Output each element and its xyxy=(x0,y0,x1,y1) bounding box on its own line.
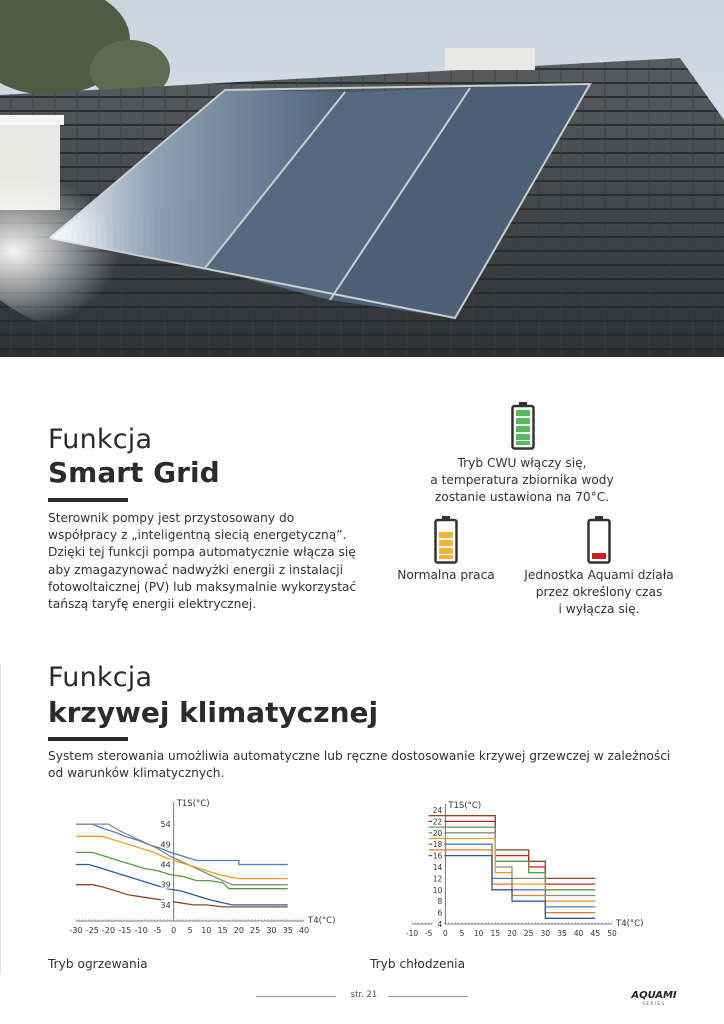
x-tick-label: -30 xyxy=(69,926,83,935)
x-tick-label: 10 xyxy=(473,929,484,938)
x-tick-label: 5 xyxy=(187,926,193,935)
x-tick-label: -5 xyxy=(153,926,162,935)
x-tick-label: -10 xyxy=(134,926,148,935)
y-tick-label: 49 xyxy=(160,840,171,850)
section2-title-bold: krzywej klimatycznej xyxy=(48,696,379,729)
logo-text: AQUAMI xyxy=(631,990,677,1001)
x-tick-label: 5 xyxy=(459,929,465,938)
series-line-2 xyxy=(76,824,288,885)
aquami-logo xyxy=(628,987,680,1007)
battery-low-text: Jednostka Aquami działa przez określony czas i wyłącza się. xyxy=(524,568,674,616)
battery-full-icon xyxy=(511,402,535,450)
x-tick-label: 40 xyxy=(573,929,584,938)
page-number: str. 21 xyxy=(350,990,378,1000)
section1-title-light: Funkcja xyxy=(48,424,153,455)
x-tick-label: 50 xyxy=(607,929,617,938)
footer-rule-right xyxy=(388,996,468,997)
y-tick-label: 54 xyxy=(160,820,171,830)
y-tick-label: 10 xyxy=(432,885,443,895)
y-tick-label: 14 xyxy=(432,863,443,872)
x-tick-label: 35 xyxy=(282,926,293,935)
y-tick-label: 20 xyxy=(432,828,443,838)
x-tick-label: 30 xyxy=(266,926,277,935)
section2-title-light: Funkcja xyxy=(48,662,153,693)
x-tick-label: -20 xyxy=(102,926,116,935)
x-axis-label: T4(°C) xyxy=(616,919,644,929)
cooling-curve-svg xyxy=(400,798,650,948)
x-tick-label: 45 xyxy=(590,929,601,938)
logo-subtext: SERIES xyxy=(642,1001,666,1006)
y-tick-label: 18 xyxy=(432,840,443,850)
x-tick-label: 0 xyxy=(442,929,448,938)
x-tick-label: 40 xyxy=(298,926,310,935)
x-axis-label: T4(°C) xyxy=(308,916,336,926)
y-tick-label: 34 xyxy=(160,900,171,910)
y-tick-label: 44 xyxy=(160,860,171,870)
y-tick-label: 4 xyxy=(437,920,443,929)
heating-curve-chart xyxy=(60,796,350,954)
y-tick-label: 6 xyxy=(437,908,443,918)
y-axis-label: T1S(°C) xyxy=(448,801,482,811)
y-tick-label: 16 xyxy=(432,851,443,861)
x-tick-label: 35 xyxy=(557,929,567,938)
y-tick-label: 8 xyxy=(437,897,443,907)
heating-curve-svg xyxy=(60,796,350,950)
caption-cooling: Tryb chłodzenia xyxy=(370,957,466,971)
section2-title-rule xyxy=(48,737,128,741)
footer-rule-left xyxy=(256,996,336,997)
y-tick-label: 24 xyxy=(432,806,443,815)
x-tick-label: 10 xyxy=(201,926,212,935)
solar-roof-illustration xyxy=(0,0,724,357)
x-tick-label: 15 xyxy=(217,926,228,935)
x-tick-label: -10 xyxy=(405,929,419,938)
battery-low-icon xyxy=(587,516,611,564)
caption-heating: Tryb ogrzewania xyxy=(48,957,148,971)
section1-body: Sterownik pompy jest przystosowany do współpracy z „inteligentną siecią energetyczną”. Dzięki tej funkcji pompa automatycznie włącza się aby zmagazynować nadwyżki energii z instalacji fotowoltaicznej (PV) lub maksymalnie wykorzystać tańszą taryfę energii elektrycznej. xyxy=(48,511,357,612)
y-axis-label: T1S(°C) xyxy=(176,799,210,809)
x-tick-label: 30 xyxy=(540,929,551,938)
left-margin-line xyxy=(0,664,1,974)
x-tick-label: 25 xyxy=(250,926,261,935)
series-line-6 xyxy=(76,885,288,907)
x-tick-label: 20 xyxy=(507,929,517,938)
x-tick-label: -25 xyxy=(85,926,99,935)
y-tick-label: 12 xyxy=(432,874,443,884)
hero-photo-solar-roof xyxy=(0,0,724,357)
section1-title-rule xyxy=(48,498,128,502)
battery-mid-text: Normalna praca xyxy=(397,568,495,582)
x-tick-label: -15 xyxy=(118,926,132,935)
section1-title-bold: Smart Grid xyxy=(48,456,220,489)
x-tick-label: 0 xyxy=(171,926,177,935)
y-tick-label: 39 xyxy=(160,880,171,890)
series-line-1 xyxy=(76,824,288,864)
x-tick-label: -5 xyxy=(424,929,433,938)
battery-mid-icon xyxy=(434,516,458,564)
battery-full-text: Tryb CWU włączy się, a temperatura zbiornika wody zostanie ustawiona na 70°C. xyxy=(430,456,614,504)
cooling-curve-chart xyxy=(400,798,650,952)
y-tick-label: 22 xyxy=(432,817,443,827)
x-tick-label: 15 xyxy=(490,929,501,938)
x-tick-label: 20 xyxy=(233,926,244,935)
x-tick-label: 25 xyxy=(523,929,534,938)
section2-body: System sterowania umożliwia automatyczne lub ręczne dostosowanie krzywej grzewczej w zależności od warunków klimatycznych. xyxy=(48,749,671,781)
